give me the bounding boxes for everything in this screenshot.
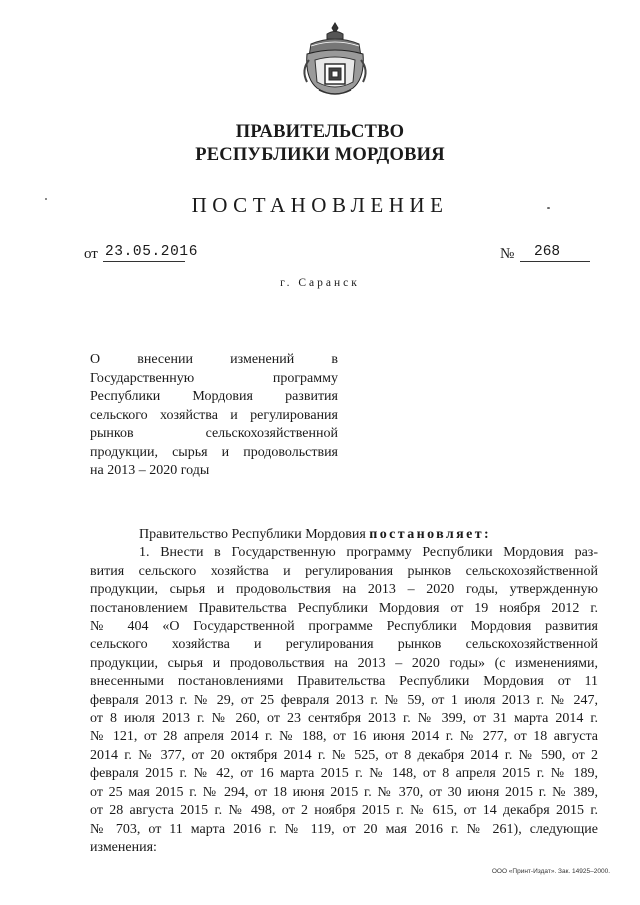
subject-line: Государственную программу <box>90 370 338 386</box>
body-line: постановлением Правительства Республики Мордовия от 19 ноября 2012 г. <box>90 600 598 616</box>
body-line: продукции, сырья и продовольствия на 2013 – 2020 годы» (с изменениями, <box>90 655 598 671</box>
body-line: изменения: <box>90 839 157 855</box>
subject-line: на 2013 – 2020 годы <box>90 463 210 478</box>
body-line: вития сельского хозяйства и регулирования рынков сельскохозяйственной <box>90 563 598 579</box>
body-line: продукции, сырья и продовольствия на 2013 – 2020 годы, утвержденную <box>90 582 598 598</box>
city-name: г. Саранск <box>280 277 360 289</box>
body-line: № 703, от 11 марта 2016 г. № 119, от 20 мая 2016 г. № 261), следующие <box>90 821 598 837</box>
body-intro <box>90 526 598 544</box>
body-line: февраля 2013 г. № 29, от 25 февраля 2013 г. № 59, от 1 июля 2013 г. № 247, <box>90 692 598 708</box>
body-line: сельского хозяйства и регулирования рынков сельскохозяйственной <box>90 637 598 653</box>
body-line: от 25 мая 2015 г. № 294, от 18 июня 2015 г. № 370, от 30 июня 2015 г. № 389, <box>90 784 598 800</box>
decree-verb: постановляет: <box>369 527 492 542</box>
body-line: № 121, от 28 апреля 2014 г. № 188, от 16 июня 2014 г. № 277, от 18 августа <box>90 729 598 745</box>
subject-line: сельского хозяйства и регулирования <box>90 407 338 423</box>
body-line: февраля 2015 г. № 42, от 16 марта 2015 г. № 148, от 8 апреля 2015 г. № 189, <box>90 766 598 782</box>
subject-line: рынков сельскохозяйственной <box>90 426 338 441</box>
document-body <box>90 526 598 857</box>
document-date: 23.05.2016 <box>105 244 199 260</box>
subject-line: продукции, сырья и продовольствия <box>90 444 338 460</box>
document-subject <box>90 351 338 481</box>
coat-of-arms-emblem-icon <box>297 20 373 100</box>
date-prefix: от <box>84 246 98 262</box>
body-line: от 8 июля 2013 г. № 260, от 23 сентября 2013 г. № 399, от 31 марта 2014 г. <box>90 711 598 727</box>
organization-name-line2: РЕСПУБЛИКИ МОРДОВИЯ <box>195 145 445 165</box>
scan-speck <box>45 198 47 200</box>
scan-speck <box>547 207 550 209</box>
body-line: № 404 «О Государственной программе Республики Мордовия развития <box>90 619 598 635</box>
body-line: внесенными постановлениями Правительства Республики Мордовия от 11 <box>90 674 598 690</box>
number-prefix: № <box>500 246 515 262</box>
body-line: от 28 августа 2015 г. № 498, от 2 ноября 2015 г. № 615, от 14 декабря 2015 г. <box>90 803 598 819</box>
printer-imprint: ООО «Принт-Издат». Зак. 14925–2000. <box>491 868 610 875</box>
subject-line: О внесении изменений в <box>90 352 338 367</box>
document-number: 268 <box>520 244 590 262</box>
body-line: 1. Внести в Государственную программу Республики Мордовия раз- <box>139 545 598 561</box>
organization-name-line1: ПРАВИТЕЛЬСТВО <box>235 122 405 142</box>
body-line: 2014 г. № 377, от 20 октября 2014 г. № 525, от 8 декабря 2014 г. № 590, от 2 <box>90 747 598 763</box>
intro-text: Правительство Республики Мордовия <box>139 527 370 542</box>
document-type-title: ПОСТАНОВЛЕНИЕ <box>191 193 449 217</box>
subject-line: Республики Мордовия развития <box>90 389 338 404</box>
